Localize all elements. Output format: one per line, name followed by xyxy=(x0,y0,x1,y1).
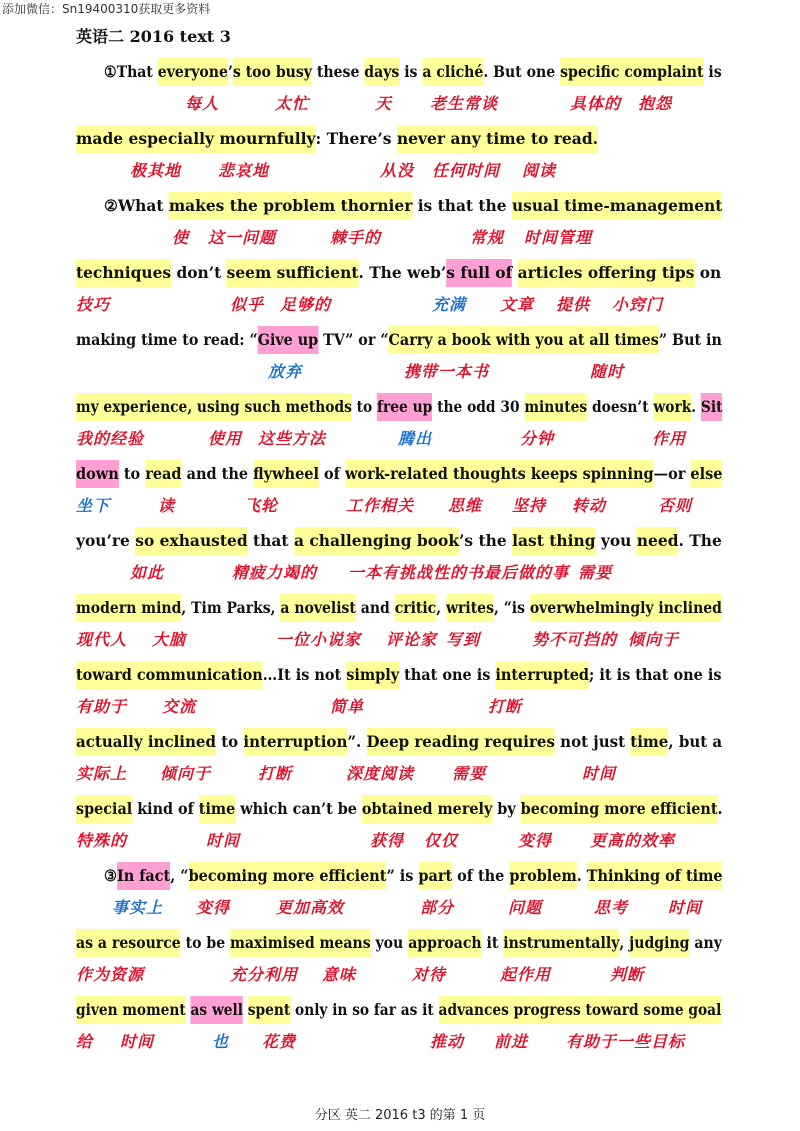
chinese-annotation: 实际上 xyxy=(76,764,128,783)
chinese-annotation: 作用 xyxy=(652,429,687,448)
text-segment: is that the xyxy=(412,196,512,215)
chinese-annotation: 随时 xyxy=(590,362,625,381)
text-segment: . The xyxy=(678,531,722,550)
chinese-annotation: 一本有挑战性的书 xyxy=(348,563,485,582)
chinese-annotation: 分钟 xyxy=(520,429,555,448)
chinese-annotation: 老生常谈 xyxy=(430,94,499,113)
text-segment: ①That xyxy=(104,62,158,81)
chinese-annotation: 思维 xyxy=(448,496,483,515)
chinese-annotation-line xyxy=(0,762,800,786)
highlighted-phrase: special xyxy=(76,795,132,823)
chinese-annotation: 部分 xyxy=(420,898,455,917)
chinese-annotation: 提供 xyxy=(556,295,591,314)
highlighted-phrase: interrupted xyxy=(495,661,589,689)
chinese-annotation: 文章 xyxy=(500,295,535,314)
highlighted-phrase: articles offering tips xyxy=(518,259,695,287)
english-line xyxy=(76,259,721,287)
chinese-annotation: 似乎 xyxy=(230,295,265,314)
chinese-annotation: 转动 xyxy=(572,496,607,515)
chinese-annotation: 特殊的 xyxy=(76,831,128,850)
text-segment: —or xyxy=(653,464,691,483)
pink-highlighted-phrase: s full of xyxy=(446,259,512,287)
text-segment: . xyxy=(576,866,587,885)
chinese-annotation: 变得 xyxy=(518,831,553,850)
highlighted-phrase: critic xyxy=(395,594,437,622)
chinese-annotation: 思考 xyxy=(594,898,629,917)
chinese-annotation: 飞轮 xyxy=(244,496,279,515)
chinese-annotation-line xyxy=(0,159,800,183)
english-line xyxy=(104,192,722,220)
chinese-annotation: 深度阅读 xyxy=(346,764,415,783)
chinese-annotation: 技巧 xyxy=(76,295,111,314)
highlighted-phrase: makes the problem thornier xyxy=(169,192,412,220)
chinese-annotation: 需要 xyxy=(578,563,613,582)
text-segment: and xyxy=(355,598,395,617)
text-segment: only in so far as it xyxy=(290,1000,439,1019)
text-segment: on xyxy=(694,263,722,282)
chinese-annotation: 有助于一些目标 xyxy=(566,1032,686,1051)
chinese-annotation: 时间 xyxy=(668,898,703,917)
highlighted-phrase: else xyxy=(690,460,722,488)
highlighted-phrase: a cliché xyxy=(422,58,483,86)
text-segment: to be xyxy=(180,933,231,952)
highlighted-phrase: read xyxy=(145,460,181,488)
chinese-annotation: 时间 xyxy=(206,831,241,850)
chinese-annotation: 倾向于 xyxy=(628,630,680,649)
chinese-annotation: 写到 xyxy=(446,630,481,649)
highlighted-phrase: obtained merely xyxy=(362,795,492,823)
english-line xyxy=(76,393,723,421)
english-line xyxy=(76,594,722,622)
chinese-annotation: 有助于 xyxy=(76,697,128,716)
chinese-annotation: 任何时间 xyxy=(432,161,501,180)
chinese-annotation: 大脑 xyxy=(152,630,187,649)
text-segment: . But one xyxy=(483,62,561,81)
highlighted-phrase: so exhausted xyxy=(135,527,247,555)
text-segment: of the xyxy=(452,866,510,885)
chinese-annotation: 更高的效率 xyxy=(590,831,676,850)
chinese-annotation: 放弃 xyxy=(268,362,303,381)
highlighted-phrase: techniques xyxy=(76,259,171,287)
text-segment: , xyxy=(619,933,630,952)
chinese-annotation-line xyxy=(0,896,800,920)
english-line xyxy=(76,460,722,488)
page-title: 英语二 2016 text 3 xyxy=(76,27,231,46)
chinese-annotation: 悲哀地 xyxy=(218,161,270,180)
chinese-annotation: 简单 xyxy=(330,697,365,716)
text-segment: . xyxy=(717,799,723,818)
highlighted-phrase: maximised means xyxy=(230,929,371,957)
highlighted-phrase: Deep reading requires xyxy=(366,728,554,756)
highlighted-phrase: interruption xyxy=(243,728,347,756)
text-segment: you’re xyxy=(76,531,136,550)
highlighted-phrase: specific complaint xyxy=(560,58,703,86)
chinese-annotation: 获得 xyxy=(370,831,405,850)
pink-highlighted-phrase: free up xyxy=(377,393,432,421)
chinese-annotation: 抱怨 xyxy=(638,94,673,113)
chinese-annotation: 足够的 xyxy=(280,295,332,314)
highlighted-phrase: work xyxy=(653,393,691,421)
text-segment: that one is xyxy=(399,665,496,684)
chinese-annotation: 事实上 xyxy=(112,898,164,917)
highlighted-phrase: given moment xyxy=(76,996,186,1024)
chinese-annotation: 花费 xyxy=(262,1032,297,1051)
chinese-annotation: 坚持 xyxy=(512,496,547,515)
chinese-annotation: 这些方法 xyxy=(258,429,327,448)
text-segment: . xyxy=(691,397,701,416)
chinese-annotation: 时间 xyxy=(582,764,617,783)
chinese-annotation: 如此 xyxy=(130,563,165,582)
highlighted-phrase: flywheel xyxy=(253,460,319,488)
highlighted-phrase: as a resource xyxy=(76,929,181,957)
chinese-annotation-line xyxy=(0,92,800,116)
chinese-annotation: 太忙 xyxy=(275,94,310,113)
text-segment: the odd 30 xyxy=(432,397,525,416)
chinese-annotation-line xyxy=(0,561,800,585)
chinese-annotation: 时间管理 xyxy=(524,228,593,247)
highlighted-phrase: need xyxy=(637,527,679,555)
highlighted-phrase: instrumentally xyxy=(503,929,619,957)
highlighted-phrase: writes xyxy=(446,594,494,622)
chinese-annotation: 极其地 xyxy=(130,161,182,180)
highlighted-phrase: a novelist xyxy=(280,594,355,622)
highlighted-phrase: everyone xyxy=(158,58,228,86)
chinese-annotation: 每人 xyxy=(185,94,220,113)
highlighted-phrase: my experience, using such methods xyxy=(76,393,352,421)
chinese-annotation: 现代人 xyxy=(76,630,128,649)
text-segment: making time to read: “ xyxy=(76,330,258,349)
pink-highlighted-phrase: as well xyxy=(191,996,243,1024)
text-segment: by xyxy=(492,799,521,818)
chinese-annotation: 倾向于 xyxy=(160,764,212,783)
english-line xyxy=(76,661,721,689)
text-segment: , “is xyxy=(493,598,530,617)
chinese-annotation: 常规 xyxy=(470,228,505,247)
english-line xyxy=(104,58,722,86)
chinese-annotation: 小窍门 xyxy=(612,295,664,314)
chinese-annotation-line xyxy=(0,494,800,518)
chinese-annotation: 前进 xyxy=(494,1032,529,1051)
highlighted-phrase: Carry a book with you at all times xyxy=(389,326,659,354)
text-segment: , “ xyxy=(170,866,189,885)
chinese-annotation: 棘手的 xyxy=(330,228,382,247)
text-segment: , Tim Parks, xyxy=(181,598,281,617)
text-segment: : There’s xyxy=(315,129,397,148)
chinese-annotation: 仅仅 xyxy=(424,831,459,850)
text-segment: ” But in xyxy=(658,330,722,349)
chinese-annotation: 具体的 xyxy=(570,94,622,113)
chinese-annotation: 充分利用 xyxy=(230,965,299,984)
highlighted-phrase: becoming more efficient xyxy=(521,795,718,823)
chinese-annotation: 给 xyxy=(76,1032,94,1051)
chinese-annotation: 阅读 xyxy=(522,161,557,180)
text-segment: doesn’t xyxy=(587,397,654,416)
text-segment: ’ xyxy=(227,62,233,81)
english-line xyxy=(76,125,598,153)
chinese-annotation: 最后做的事 xyxy=(484,563,570,582)
chinese-annotation: 工作相关 xyxy=(346,496,415,515)
chinese-annotation: 推动 xyxy=(430,1032,465,1051)
text-segment: to xyxy=(118,464,146,483)
highlighted-phrase: minutes xyxy=(524,393,587,421)
chinese-annotation: 变得 xyxy=(196,898,231,917)
text-segment: which can’t be xyxy=(235,799,362,818)
chinese-annotation: 交流 xyxy=(162,697,197,716)
highlighted-phrase: a challenging book xyxy=(294,527,459,555)
text-segment: is xyxy=(703,62,722,81)
highlighted-phrase: overwhelmingly inclined xyxy=(530,594,722,622)
chinese-annotation: 也 xyxy=(212,1032,230,1051)
chinese-annotation: 坐下 xyxy=(76,496,111,515)
chinese-annotation-line xyxy=(0,226,800,250)
highlighted-phrase: advances progress toward some goal xyxy=(439,996,722,1024)
page-footer: 分区 英二 2016 t3 的第 1 页 xyxy=(314,1108,486,1123)
pink-highlighted-phrase: Give up xyxy=(258,326,318,354)
text-segment: and the xyxy=(181,464,254,483)
highlighted-phrase: time xyxy=(199,795,235,823)
chinese-annotation: 我的经验 xyxy=(76,429,145,448)
highlighted-phrase: seem sufficient xyxy=(227,259,359,287)
text-segment: is xyxy=(399,62,423,81)
chinese-annotation: 打断 xyxy=(488,697,523,716)
chinese-annotation: 充满 xyxy=(432,295,467,314)
highlighted-phrase: time xyxy=(630,728,668,756)
chinese-annotation: 从没 xyxy=(380,161,415,180)
text-segment: it xyxy=(481,933,504,952)
highlighted-phrase: work-related thoughts keeps spinning xyxy=(345,460,654,488)
chinese-annotation: 打断 xyxy=(258,764,293,783)
chinese-annotation-line xyxy=(0,360,800,384)
highlighted-phrase: made especially mournfully xyxy=(76,125,316,153)
text-segment: that xyxy=(247,531,294,550)
text-segment: , but a xyxy=(668,732,723,751)
text-segment: kind of xyxy=(132,799,199,818)
english-line xyxy=(76,527,722,555)
chinese-annotation: 需要 xyxy=(452,764,487,783)
text-segment: ②What xyxy=(104,196,169,215)
text-segment: …It is not xyxy=(262,665,347,684)
text-segment: to xyxy=(216,732,244,751)
chinese-annotation: 时间 xyxy=(120,1032,155,1051)
text-segment: ; it is that one is xyxy=(589,665,722,684)
english-line xyxy=(76,929,722,957)
text-segment: ”. xyxy=(347,732,367,751)
highlighted-phrase: never any time to read. xyxy=(397,125,598,153)
highlighted-phrase: usual time-management xyxy=(512,192,722,220)
english-line xyxy=(104,862,723,890)
highlighted-phrase: Thinking of time xyxy=(587,862,723,890)
chinese-annotation-line xyxy=(0,1030,800,1054)
highlighted-phrase: spent xyxy=(248,996,290,1024)
highlighted-phrase: s too busy xyxy=(233,58,312,86)
highlighted-phrase: days xyxy=(364,58,399,86)
chinese-annotation: 判断 xyxy=(610,965,645,984)
chinese-annotation: 势不可挡的 xyxy=(532,630,618,649)
text-segment: you xyxy=(595,531,637,550)
english-line xyxy=(76,728,722,756)
highlighted-phrase: last thing xyxy=(512,527,595,555)
chinese-annotation: 腾出 xyxy=(398,429,433,448)
chinese-annotation-line xyxy=(0,628,800,652)
chinese-annotation: 天 xyxy=(375,94,393,113)
chinese-annotation-line xyxy=(0,293,800,317)
chinese-annotation: 携带一本书 xyxy=(404,362,490,381)
text-segment: , xyxy=(436,598,446,617)
chinese-annotation: 否则 xyxy=(658,496,693,515)
pink-highlighted-phrase: down xyxy=(76,460,119,488)
english-line xyxy=(76,326,722,354)
highlighted-phrase: simply xyxy=(346,661,399,689)
highlighted-phrase: actually inclined xyxy=(76,728,216,756)
chinese-annotation-line xyxy=(0,829,800,853)
text-segment: not just xyxy=(554,732,631,751)
text-segment: to xyxy=(351,397,378,416)
chinese-annotation-line xyxy=(0,963,800,987)
highlighted-phrase: modern mind xyxy=(76,594,181,622)
text-segment: of xyxy=(318,464,345,483)
english-line xyxy=(76,996,721,1024)
text-segment: you xyxy=(370,933,409,952)
highlighted-phrase: judging xyxy=(629,929,689,957)
chinese-annotation: 作为资源 xyxy=(76,965,145,984)
pink-highlighted-phrase: Sit xyxy=(701,393,723,421)
text-segment: any xyxy=(689,933,722,952)
text-segment: ③ xyxy=(104,866,117,885)
chinese-annotation: 问题 xyxy=(508,898,543,917)
chinese-annotation: 读 xyxy=(158,496,176,515)
chinese-annotation: 这一问题 xyxy=(208,228,277,247)
chinese-annotation: 对待 xyxy=(412,965,447,984)
text-segment: these xyxy=(311,62,365,81)
chinese-annotation: 使用 xyxy=(208,429,243,448)
text-segment: don’t xyxy=(171,263,227,282)
highlighted-phrase: approach xyxy=(408,929,481,957)
chinese-annotation: 精疲力竭的 xyxy=(232,563,318,582)
highlighted-phrase: part xyxy=(418,862,452,890)
chinese-annotation: 评论家 xyxy=(386,630,438,649)
chinese-annotation: 一位小说家 xyxy=(276,630,362,649)
highlighted-phrase: becoming more efficient xyxy=(189,862,387,890)
watermark-text: 添加微信：Sn19400310获取更多资料 xyxy=(2,2,211,16)
chinese-annotation: 更加高效 xyxy=(276,898,345,917)
english-line xyxy=(76,795,722,823)
text-segment: ’s the xyxy=(459,531,513,550)
highlighted-phrase: toward communication xyxy=(76,661,263,689)
text-segment: TV” or “ xyxy=(318,330,389,349)
chinese-annotation-line xyxy=(0,427,800,451)
highlighted-phrase: problem xyxy=(509,862,576,890)
text-segment: ” is xyxy=(386,866,419,885)
chinese-annotation: 意味 xyxy=(322,965,357,984)
chinese-annotation-line xyxy=(0,695,800,719)
chinese-annotation: 起作用 xyxy=(500,965,552,984)
pink-highlighted-phrase: In fact xyxy=(117,862,170,890)
text-segment: . The web’ xyxy=(358,263,447,282)
chinese-annotation: 使 xyxy=(172,228,190,247)
